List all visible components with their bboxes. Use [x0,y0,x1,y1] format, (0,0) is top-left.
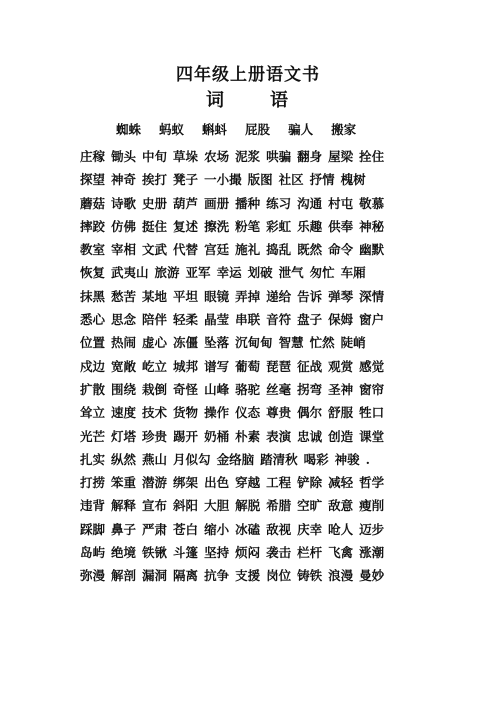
section-heading [0,86,496,112]
word: 燕山 [142,451,168,467]
word: 中旬 [142,149,168,164]
word: 深情 [359,288,385,304]
word: 忠诚 [297,428,323,444]
word-row [80,471,490,494]
word: 神奇 [111,172,137,188]
word: 划破 [247,265,273,281]
word: 摔跤 [80,218,106,234]
word-row [80,238,490,261]
word-row [80,425,490,448]
word: 凳子 [173,172,199,188]
word: 出色 [204,475,230,491]
word: 施礼 [235,242,261,258]
word: 扎实 [80,451,106,467]
word: 抗争 [204,568,230,584]
word: 庆幸 [297,521,323,537]
word: 窗帘 [359,381,385,397]
word: 速度 [111,405,137,421]
word: 征战 [297,358,323,374]
word: 减轻 [328,475,354,491]
word: 栽倒 [142,381,168,397]
word: 喝彩 [303,451,329,467]
word: 热闹 [111,335,137,351]
word-row [80,261,490,284]
word: 冰磕 [235,521,261,537]
word: 某地 [142,288,168,304]
word: 踢开 [173,428,199,444]
section-heading-char: 词 [206,90,226,111]
word: 陡峭 [340,335,366,351]
word: 画册 [204,195,230,211]
word: 丝毫 [266,381,292,397]
word: 告诉 [297,288,323,304]
word: 违背 [80,498,106,514]
word: 音符 [266,312,292,328]
word: 敌视 [266,521,292,537]
word: 拐弯 [297,381,323,397]
word: 哄骗 [266,149,292,164]
word: 解脱 [235,498,261,514]
document-title: 四年级上册语文书 [176,65,320,85]
word: 尊贵 [266,405,292,421]
word: 恢复 [80,265,106,281]
word: 悉心 [80,312,106,328]
word: 宰相 [111,242,137,258]
word: 幸运 [216,265,242,281]
word: 岗位 [266,568,292,584]
word: 呛人 [328,521,354,537]
word: 希腊 [266,498,292,514]
word: 捣乱 [266,242,292,258]
word: 工程 [266,475,292,491]
word: 踏清秋 [260,451,298,467]
word: 弹琴 [328,288,354,304]
word: 泥浆 [235,149,261,164]
word-list [80,145,490,588]
word: 抹黑 [80,288,106,304]
word: 轻柔 [173,312,199,328]
word: 斜阳 [173,498,199,514]
word: 操作 [204,405,230,421]
word: 栏杆 [297,545,323,561]
word: 位置 [80,335,106,351]
word: 宽敞 [111,358,137,374]
word: 陪伴 [142,312,168,328]
word: 曼妙 [359,568,385,584]
word: 晶莹 [204,312,230,328]
word: 屁股 [245,122,271,137]
word: 课堂 [359,428,385,444]
word: 屋梁 [328,149,354,164]
word: 苍白 [173,521,199,537]
word: 穿越 [235,475,261,491]
word: 飞禽 [328,545,354,561]
word: 诗歌 [111,195,137,211]
word: 严肃 [142,521,168,537]
word: 围绕 [111,381,137,397]
word: 绝境 [111,545,137,561]
section-heading-char: 语 [270,90,290,111]
word: 泄气 [278,265,304,281]
word: 蘑菇 [80,195,106,211]
word: 朴素 [235,428,261,444]
word: 窗户 [359,312,385,328]
word: 仪态 [235,405,261,421]
word: 迈步 [359,521,385,537]
word: 冻僵 [173,335,199,351]
word: 解释 [111,498,137,514]
word: 保姆 [328,312,354,328]
word: 岛屿 [80,545,106,561]
word: 屹立 [142,358,168,374]
word: 抒情 [309,172,335,188]
word: 金络脑 [216,451,255,467]
word: 隔离 [173,568,199,584]
word: 槐树 [340,172,366,188]
word: 宣布 [142,498,168,514]
word: 支援 [235,568,261,584]
word-row [80,564,490,587]
word: 耸立 [80,405,106,421]
word: 庄稼 [80,149,106,164]
word: 纵然 [111,451,137,467]
word: 空旷 [297,498,323,514]
word: 递给 [266,288,292,304]
word: 灯塔 [111,428,137,444]
word: 翻身 [297,149,323,164]
word: 版图 [247,172,273,188]
word: 平坦 [173,288,199,304]
word: 代替 [173,242,199,258]
word: 探望 [80,172,106,188]
word: 串联 [235,312,261,328]
word: 供奉 [328,218,354,234]
word: 虚心 [142,335,168,351]
word: 潜游 [142,475,168,491]
word: 谱写 [204,358,230,374]
word: 搬家 [331,122,357,137]
word: 哲学 [359,475,385,491]
word: 沟通 [297,195,323,211]
word: 拴住 [359,149,385,164]
word: 浪漫 [328,568,354,584]
word: 大胆 [204,498,230,514]
word: 骆驼 [235,381,261,397]
word: 铁锹 [142,545,168,561]
first-word-row [116,120,374,138]
word: 沉甸甸 [235,335,273,351]
word: 蜘蛛 [116,122,142,137]
word: 播种 [235,195,261,211]
word: 武夷山 [111,265,149,281]
word: 光芒 [80,428,106,444]
word: 幽默 [359,242,385,258]
word: 盘子 [297,312,323,328]
word: 敬慕 [359,195,385,211]
word: 斗篷 [173,545,199,561]
word: 牲口 [359,405,385,421]
word: 偶尔 [297,405,323,421]
word: 涨潮 [359,545,385,561]
word: 漏洞 [142,568,168,584]
word: 烦闷 [235,545,261,561]
word: 解剖 [111,568,137,584]
word: 车厢 [340,265,366,281]
word: 观赏 [328,358,354,374]
word: 匆忙 [309,265,335,281]
word: 蚂蚁 [159,122,185,137]
word-row [80,541,490,564]
word: 农场 [204,149,230,164]
word: 既然 [297,242,323,258]
word: 敌意 [328,498,354,514]
word-row [80,285,490,308]
word: 坠落 [204,335,230,351]
word-row [80,355,490,378]
word: 感觉 [359,358,385,374]
word: 坚持 [204,545,230,561]
word: 思念 [111,312,137,328]
word: 村屯 [328,195,354,211]
word: 琵琶 [266,358,292,374]
word: 创造 [328,428,354,444]
word-row [80,448,490,471]
word: 舒服 [328,405,354,421]
word: 山峰 [204,381,230,397]
word: 珍贵 [142,428,168,444]
word: 忙然 [309,335,335,351]
word: 踩脚 [80,521,106,537]
word-row [80,401,490,424]
word: 亚军 [185,265,211,281]
word: 挨打 [142,172,168,188]
word-row [80,145,490,168]
word: 粉笔 [235,218,261,234]
word: 乐趣 [297,218,323,234]
word: 彩虹 [266,218,292,234]
word: 弄掉 [235,288,261,304]
word: 货物 [173,405,199,421]
word: 奶桶 [204,428,230,444]
word: 铲除 [297,475,323,491]
word: 绑架 [173,475,199,491]
word: 城邦 [173,358,199,374]
word: 袭击 [266,545,292,561]
word-row [80,494,490,517]
word: 鼻子 [111,521,137,537]
word: 一小撮 [204,172,242,188]
word: 葫芦 [173,195,199,211]
word: 技术 [142,405,168,421]
word: 戍边 [80,358,106,374]
word: 文武 [142,242,168,258]
word: 扩散 [80,381,106,397]
word: 练习 [266,195,292,211]
word-row [80,331,490,354]
word: 挺住 [142,218,168,234]
word: 命令 [328,242,354,258]
word: 复述 [173,218,199,234]
word: 社区 [278,172,304,188]
word: 神骏 [334,451,360,467]
word: 铸铁 [297,568,323,584]
word: 史册 [142,195,168,211]
word: 缩小 [204,521,230,537]
word: 笨重 [111,475,137,491]
word-row [80,168,490,191]
word: 神秘 [359,218,385,234]
word: 表演 [266,428,292,444]
word-row [80,518,490,541]
word-row [80,378,490,401]
word: . [365,451,370,467]
word: 奇怪 [173,381,199,397]
word: 锄头 [111,149,137,164]
word: 愁苦 [111,288,137,304]
word: 智慧 [278,335,304,351]
word: 骗人 [288,122,314,137]
word: 旅游 [154,265,180,281]
word-row [80,308,490,331]
word: 教室 [80,242,106,258]
word: 打捞 [80,475,106,491]
word: 弥漫 [80,568,106,584]
word: 宫廷 [204,242,230,258]
word-row [80,192,490,215]
word: 眼镜 [204,288,230,304]
word: 擦洗 [204,218,230,234]
word: 瘦削 [359,498,385,514]
word: 仿佛 [111,218,137,234]
word: 圣神 [328,381,354,397]
word: 月似勾 [173,451,211,467]
word: 草垛 [173,149,199,164]
word-row [80,215,490,238]
word: 葡萄 [235,358,261,374]
word: 蝌蚪 [202,122,228,137]
